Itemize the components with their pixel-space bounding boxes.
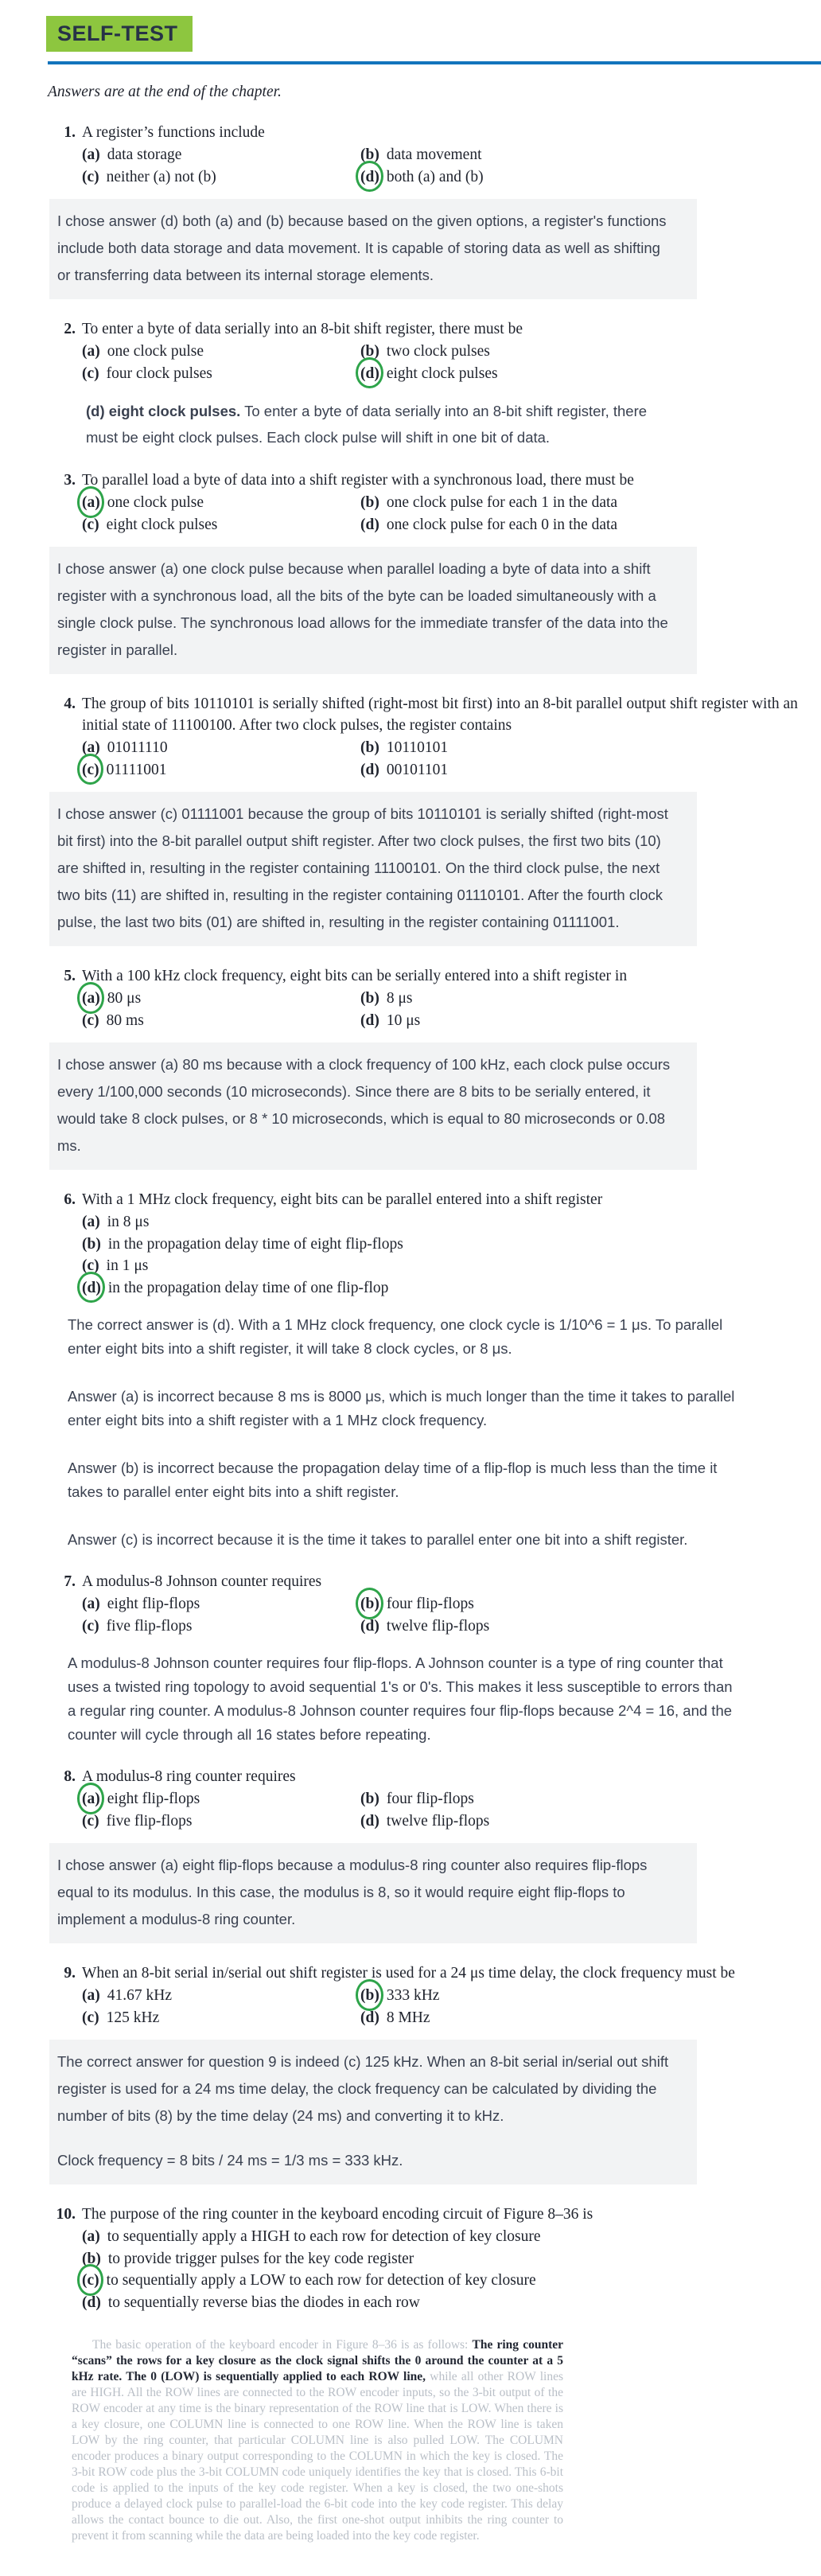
option-label: (b) xyxy=(360,739,379,756)
option-label correct-answer-circle: (a) xyxy=(82,492,100,514)
question-number: 7. xyxy=(64,1573,76,1590)
option-text: 8 μs xyxy=(386,990,413,1007)
option-a xyxy=(82,1788,360,1810)
explanation-paragraph: Answer (c) is incorrect because it is the time it takes to parallel enter one bit into a shift register. xyxy=(68,1531,688,1548)
option-d xyxy=(360,759,798,781)
option-text: 125 kHz xyxy=(106,2009,160,2026)
option-c xyxy=(82,363,360,385)
option-label correct-answer-circle: (c) xyxy=(82,2270,99,2292)
option-b xyxy=(360,144,484,166)
question-text: To enter a byte of data serially into an 8-bit shift register, there must be xyxy=(82,321,523,337)
option-label: (d) xyxy=(360,1617,379,1635)
option-text: in 8 μs xyxy=(107,1214,150,1230)
answer-note-highlight: The ring counter “scans” the rows for a key closure as the clock signal shifts the 0 around the counter at a 5 kHz rate. The 0 (LOW) is sequentially applied to each ROW line, xyxy=(72,2338,563,2383)
explanation-q9 explanation-box xyxy=(49,2040,697,2184)
option-text: eight flip-flops xyxy=(107,1596,200,1612)
option-text: twelve flip-flops xyxy=(386,1617,490,1635)
header-rule xyxy=(48,61,821,64)
selftest-badge xyxy=(46,16,193,52)
option-a xyxy=(82,988,360,1010)
explanation-paragraph: The correct answer is (d). With a 1 MHz clock frequency, one clock cycle is 1/10^6 = 1 μs. To parallel enter eight bits into a shift register, it will take 8 clock cycles, or 8 μs. xyxy=(68,1316,723,1357)
option-label: (c) xyxy=(82,1812,99,1830)
question-body xyxy=(82,1766,489,1832)
question-9 xyxy=(48,1962,821,2028)
explanation-q7 xyxy=(68,1651,742,1747)
explanation-paragraph: I chose answer (d) both (a) and (b) because based on the given options, a register's functions include both data storage and data movement. It is capable of storing data as well as shifting or transferring data between its internal storage elements. xyxy=(57,212,667,283)
option-label: (a) xyxy=(82,1596,100,1612)
option-label: (c) xyxy=(82,168,99,185)
option-text: to sequentially apply a HIGH to each row for detection of key closure xyxy=(107,2228,541,2245)
option-text: to provide trigger pulses for the key code register xyxy=(107,2250,414,2267)
question-10 xyxy=(48,2204,821,2313)
question-body xyxy=(82,122,484,188)
question-number-gap xyxy=(76,1189,82,1299)
option-b xyxy=(360,737,798,759)
question-text: The group of bits 10110101 is serially shifted (right-most bit first) into an 8-bit parallel output shift register with an initial state of 11100100. After two clock pulses, the register contains xyxy=(82,696,798,734)
question-number-gap xyxy=(76,2204,82,2313)
questions-list xyxy=(48,122,821,2313)
option-label: (b) xyxy=(360,1791,379,1807)
option-text: 41.67 kHz xyxy=(107,1987,172,2004)
intro-note: Answers are at the end of the chapter. xyxy=(48,84,282,100)
explanation-paragraph: I chose answer (a) one clock pulse because when parallel loading a byte of data into a shift register with a synchronous load, all the bits of the byte can be loaded simultaneously with a single clock pulse. The synchronous load allows for the immediate transfer of the data into the register in parallel. xyxy=(57,560,668,658)
option-d xyxy=(360,363,523,385)
option-label: (b) xyxy=(82,2250,101,2267)
options-list xyxy=(82,341,523,384)
option-c xyxy=(82,1010,360,1032)
question-body xyxy=(82,2204,593,2313)
option-label: (a) xyxy=(82,2228,100,2245)
option-text: five flip-flops xyxy=(106,1617,193,1635)
question-number-gap xyxy=(76,693,82,781)
question-number-gap xyxy=(76,122,82,188)
options-list xyxy=(82,988,627,1031)
option-text: five flip-flops xyxy=(106,1812,193,1830)
option-text: 01111001 xyxy=(106,761,167,778)
option-text: eight clock pulses xyxy=(386,364,498,382)
option-label: (c) xyxy=(82,1257,99,1274)
option-b xyxy=(360,1788,489,1810)
question-number-gap xyxy=(76,470,82,536)
question-4 xyxy=(48,693,821,781)
question-number: 2. xyxy=(64,321,76,337)
question-number: 1. xyxy=(64,124,76,141)
options-list xyxy=(82,737,798,781)
option-label: (c) xyxy=(82,364,99,382)
option-d xyxy=(360,514,634,536)
option-label: (d) xyxy=(360,1812,379,1830)
option-label correct-answer-circle: (c) xyxy=(82,759,99,781)
option-label correct-answer-circle: (b) xyxy=(360,1985,379,2007)
option-text: data movement xyxy=(386,146,482,163)
option-text: neither (a) not (b) xyxy=(106,168,216,185)
option-label: (d) xyxy=(82,2293,101,2311)
question-body xyxy=(82,318,523,384)
option-label: (a) xyxy=(82,1214,100,1230)
question-body xyxy=(82,1571,489,1637)
option-label: (d) xyxy=(360,1011,379,1029)
option-label: (b) xyxy=(360,990,379,1007)
question-1 xyxy=(48,122,821,188)
question-number: 3. xyxy=(64,472,76,489)
option-label correct-answer-circle: (d) xyxy=(82,1277,101,1300)
question-text: The purpose of the ring counter in the keyboard encoding circuit of Figure 8–36 is xyxy=(82,2206,593,2223)
option-d xyxy=(360,1615,489,1638)
explanation-q1 explanation-box xyxy=(49,199,697,299)
option-label: (a) xyxy=(82,146,100,163)
option-text: in 1 μs xyxy=(106,1257,149,1274)
option-c xyxy=(82,759,360,781)
explanation-paragraph: A modulus-8 Johnson counter requires four flip-flops. A Johnson counter is a type of ring counter that uses a twisted ring topology to avoid sequential 1's or 0's. This makes it less susceptible to errors than a regular ring counter. A modulus-8 Johnson counter requires four flip-flops because 2^4 = 16, and the counter will cycle through all 16 states before repeating. xyxy=(68,1654,733,1743)
question-text: To parallel load a byte of data into a shift register with a synchronous load, there must be xyxy=(82,472,634,489)
option-label: (a) xyxy=(82,343,100,360)
explanation-paragraph: Answer (b) is incorrect because the propagation delay time of a flip-flop is much less than the time it takes to parallel enter eight bits into a shift register. xyxy=(68,1459,718,1500)
option-c xyxy=(82,166,360,189)
option-a xyxy=(82,492,360,514)
option-text: one clock pulse xyxy=(107,494,204,511)
option-d xyxy=(360,2007,735,2029)
option-text: 10110101 xyxy=(386,739,449,756)
option-d xyxy=(82,2292,593,2314)
option-a xyxy=(82,144,360,166)
explanation-paragraph: I chose answer (c) 01111001 because the group of bits 10110101 is serially shifted (right-most bit first) into the 8-bit parallel output shift register. After two clock pulses, the first two bits (10) are shifted in, resulting in the register containing 11100101. On the third clock pulse, the next two bits (11) are shifted in, resulting in the register containing 01110101. After the fourth clock pulse, the last two bits (01) are shifted in, resulting in the register containing 01111001. xyxy=(57,805,668,930)
option-text: to sequentially reverse bias the diodes in each row xyxy=(107,2293,420,2311)
option-label: (d) xyxy=(360,761,379,778)
option-c xyxy=(82,1615,360,1638)
option-text: 80 μs xyxy=(107,990,142,1007)
explanation-paragraph: I chose answer (a) 80 ms because with a clock frequency of 100 kHz, each clock pulse occurs every 1/100,000 seconds (10 microseconds). Since there are 8 bits to be serially entered, it would take 8 clock pulses, or 8 * 10 microseconds, which is equal to 80 microseconds or 0.08 ms. xyxy=(57,1056,671,1154)
question-number-gap xyxy=(76,965,82,1031)
option-a xyxy=(82,341,360,363)
option-label: (d) xyxy=(360,516,379,533)
option-d xyxy=(82,1277,602,1300)
option-label: (a) xyxy=(82,739,100,756)
question-text: With a 1 MHz clock frequency, eight bits can be parallel entered into a shift register xyxy=(82,1191,603,1208)
options-list xyxy=(82,492,634,536)
option-a xyxy=(82,1985,360,2007)
question-3 xyxy=(48,470,821,536)
option-text: one clock pulse for each 1 in the data xyxy=(386,494,618,511)
option-d xyxy=(360,1010,627,1032)
answer-note-tail: while all other ROW lines are HIGH. All the ROW lines are connected to the ROW encoder inputs, so the 3-bit output of the ROW encoder at any time is the binary representation of the ROW line that is LOW. When there is a key closure, one COLUMN line is connected to one ROW line. When the ROW line is taken LOW by the ring counter, that particular COLUMN line is also pulled LOW. The COLUMN encoder produces a binary output corresponding to the COLUMN in which the key is closed. The 3-bit ROW code plus the 3-bit COLUMN code uniquely identifies the key that is closed. This 6-bit code is applied to the inputs of the key code register. When a key is closed, the two one-shots produce a delayed clock pulse to parallel-load the 6-bit code into the key code register. This delay allows the contact bounce to die out. Also, the first one-shot output inhibits the ring counter to prevent it from scanning while the data are being loaded into the key code register. xyxy=(72,2370,563,2543)
answer-note-lead: The basic operation of the keyboard encoder in Figure 8–36 is as follows: xyxy=(92,2338,473,2352)
option-a xyxy=(82,1211,602,1233)
question-number: 9. xyxy=(64,1965,76,1982)
option-b xyxy=(360,492,634,514)
question-number: 10. xyxy=(56,2206,76,2223)
question-body xyxy=(82,1189,602,1299)
options-list xyxy=(82,1788,489,1832)
option-label: (a) xyxy=(82,1987,100,2004)
question-number-gap xyxy=(76,1962,82,2028)
option-label correct-answer-circle: (d) xyxy=(360,363,379,385)
explanation-q8 explanation-box xyxy=(49,1843,697,1943)
option-label correct-answer-circle: (a) xyxy=(82,988,100,1010)
option-label: (c) xyxy=(82,1617,99,1635)
question-body xyxy=(82,965,627,1031)
explanation-paragraph: (d) eight clock pulses. To enter a byte of data serially into an 8-bit shift register, there must be eight clock pulses. Each clock pulse will shift in one bit of data. xyxy=(86,403,648,446)
question-number: 8. xyxy=(64,1768,76,1785)
question-6 xyxy=(48,1189,821,1299)
option-label: (c) xyxy=(82,516,99,533)
question-number-gap xyxy=(76,318,82,384)
option-text: twelve flip-flops xyxy=(386,1812,490,1830)
option-b xyxy=(360,341,523,363)
option-b xyxy=(82,1233,602,1256)
question-number-gap xyxy=(76,1571,82,1637)
option-label: (b) xyxy=(82,1235,101,1253)
options-list xyxy=(82,2226,593,2313)
options-list xyxy=(82,1985,735,2028)
question-7 xyxy=(48,1571,821,1637)
options-list xyxy=(82,1211,602,1299)
option-label: (b) xyxy=(360,494,379,511)
option-text: four flip-flops xyxy=(386,1596,474,1612)
option-a xyxy=(82,1593,360,1615)
option-text: 10 μs xyxy=(386,1011,421,1029)
question-text: When an 8-bit serial in/serial out shift register is used for a 24 μs time delay, the clock frequency must be xyxy=(82,1965,735,1982)
question-text: A modulus-8 ring counter requires xyxy=(82,1768,296,1785)
question-body xyxy=(82,470,634,536)
option-text: both (a) and (b) xyxy=(386,168,484,185)
question-text: With a 100 kHz clock frequency, eight bits can be serially entered into a shift register in xyxy=(82,968,628,984)
option-b xyxy=(360,1593,489,1615)
explanation-bold-lead: (d) eight clock pulses. xyxy=(86,403,241,419)
option-text: one clock pulse for each 0 in the data xyxy=(386,516,618,533)
option-text: 333 kHz xyxy=(386,1987,440,2004)
explanation-q4 explanation-box xyxy=(49,792,697,946)
option-text: in the propagation delay time of eight flip-flops xyxy=(107,1235,403,1253)
option-b xyxy=(360,1985,735,2007)
option-b xyxy=(82,2248,593,2270)
option-c xyxy=(82,514,360,536)
question-number: 6. xyxy=(64,1191,76,1208)
options-list xyxy=(82,144,484,188)
option-text: four flip-flops xyxy=(386,1791,474,1807)
option-d xyxy=(360,1810,489,1833)
option-text: to sequentially apply a LOW to each row for detection of key closure xyxy=(106,2272,536,2289)
explanation-q3 explanation-box xyxy=(49,547,697,674)
option-label: (b) xyxy=(360,146,379,163)
question-text: A register’s functions include xyxy=(82,124,265,141)
question-5 xyxy=(48,965,821,1031)
option-text: 8 MHz xyxy=(386,2009,430,2026)
option-label: (c) xyxy=(82,2009,99,2026)
explanation-paragraph: Answer (a) is incorrect because 8 ms is 8000 μs, which is much longer than the time it takes to parallel enter eight bits into a shift register with a 1 MHz clock frequency. xyxy=(68,1388,735,1428)
option-label: (c) xyxy=(82,1011,99,1029)
option-text: in the propagation delay time of one flip-flop xyxy=(107,1279,389,1296)
option-label correct-answer-circle: (d) xyxy=(360,166,379,189)
explanation-q2 xyxy=(86,399,663,450)
question-number: 5. xyxy=(64,968,76,984)
options-list xyxy=(82,1593,489,1637)
question-number: 4. xyxy=(64,696,76,712)
explanation-q5 explanation-box xyxy=(49,1042,697,1170)
option-text: 80 ms xyxy=(106,1011,144,1029)
option-text: two clock pulses xyxy=(386,343,490,360)
question-number-gap xyxy=(76,1766,82,1832)
option-label: (d) xyxy=(360,2009,379,2026)
explanation-paragraph: Clock frequency = 8 bits / 24 ms = 1/3 ms = 333 kHz. xyxy=(57,2152,403,2169)
explanation-q6 xyxy=(68,1313,742,1552)
option-a xyxy=(82,737,360,759)
selftest-title: SELF-TEST xyxy=(57,21,178,45)
question-body xyxy=(82,693,798,781)
option-c xyxy=(82,1810,360,1833)
option-text: eight clock pulses xyxy=(106,516,218,533)
question-2 xyxy=(48,318,821,384)
option-text: eight flip-flops xyxy=(107,1791,200,1807)
explanation-paragraph: I chose answer (a) eight flip-flops because a modulus-8 ring counter also requires flip-flops equal to its modulus. In this case, the modulus is 8, so it would require eight flip-flops to implement a modulus-8 ring counter. xyxy=(57,1857,648,1927)
option-label correct-answer-circle: (a) xyxy=(82,1788,100,1810)
option-c xyxy=(82,1255,602,1277)
option-b xyxy=(360,988,627,1010)
answer-note xyxy=(72,2337,563,2544)
option-c xyxy=(82,2007,360,2029)
explanation-paragraph: The correct answer for question 9 is indeed (c) 125 kHz. When an 8-bit serial in/serial out shift register is used for a 24 ms time delay, the clock frequency can be calculated by dividing the number of bits (8) by the time delay (24 ms) and converting it to kHz. xyxy=(57,2053,669,2124)
option-text: data storage xyxy=(107,146,182,163)
option-text: one clock pulse xyxy=(107,343,204,360)
question-body xyxy=(82,1962,735,2028)
question-8 xyxy=(48,1766,821,1832)
option-text: four clock pulses xyxy=(106,364,212,382)
option-text: 01011110 xyxy=(107,739,168,756)
question-text: A modulus-8 Johnson counter requires xyxy=(82,1573,322,1590)
option-a xyxy=(82,2226,593,2248)
option-text: 00101101 xyxy=(386,761,449,778)
option-label: (b) xyxy=(360,343,379,360)
option-c xyxy=(82,2270,593,2292)
option-d xyxy=(360,166,484,189)
option-label correct-answer-circle: (b) xyxy=(360,1593,379,1615)
